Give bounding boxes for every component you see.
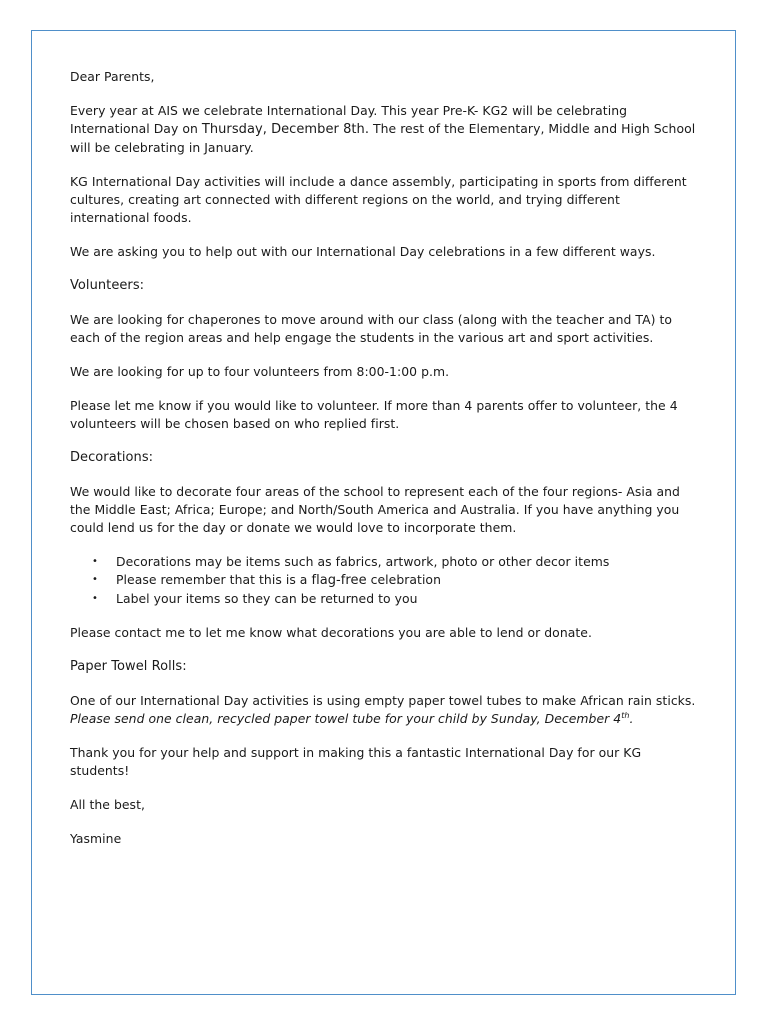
paper-towel-request-text: Please send one clean, recycled paper towel tube for your child by Sunday, December 4	[70, 711, 622, 726]
paper-towel-request-end: .	[629, 711, 634, 726]
event-date: Thursday, December 8th.	[201, 122, 370, 137]
volunteers-heading: Volunteers:	[70, 278, 145, 293]
activities-paragraph: KG International Day activities will include a dance assembly, participating in sports from different cultures, creating art connected with different regions on the world, and trying different international foods.	[70, 174, 687, 225]
paper-towel-paragraph	[70, 692, 700, 728]
bullet-icon: •	[92, 593, 98, 604]
bullet-icon: •	[92, 574, 98, 585]
intro-text-end: The rest of the Elementary, Middle and High School will be celebrating in January.	[70, 121, 696, 155]
list-item	[92, 590, 700, 608]
volunteers-paragraph-1: We are looking for chaperones to move around with our class (along with the teacher and TA) to each of the region areas and help engage the students in the various art and sport activities.	[70, 312, 673, 345]
paper-towel-request	[70, 711, 634, 726]
list-item-text-end: celebration	[366, 572, 441, 587]
paper-towel-heading: Paper Towel Rolls:	[70, 659, 187, 674]
closing: All the best,	[70, 797, 145, 812]
decorations-heading: Decorations:	[70, 450, 154, 465]
list-item-text-start: Please remember that this is a	[116, 572, 312, 587]
flag-free-text: flag-free	[311, 573, 367, 588]
decorations-list	[70, 553, 700, 608]
ask-paragraph: We are asking you to help out with our International Day celebrations in a few different ways.	[70, 244, 656, 259]
salutation: Dear Parents,	[70, 69, 155, 84]
letter-body	[70, 68, 700, 864]
list-item-text: Decorations may be items such as fabrics, artwork, photo or other decor items	[116, 554, 610, 569]
intro-text-start: Every year at AIS we celebrate International Day. This year Pre-K- KG2 will be celebrating International Day on	[70, 103, 628, 136]
bullet-icon: •	[92, 556, 98, 567]
paper-towel-text: One of our International Day activities is using empty paper towel tubes to make African rain sticks.	[70, 693, 696, 708]
signature: Yasmine	[70, 831, 122, 846]
volunteers-paragraph-2: We are looking for up to four volunteers from 8:00-1:00 p.m.	[70, 364, 450, 379]
intro-paragraph	[70, 102, 700, 157]
list-item-text: Label your items so they can be returned to you	[116, 591, 418, 606]
list-item	[92, 571, 700, 590]
list-item	[92, 553, 700, 571]
decorations-contact: Please contact me to let me know what decorations you are able to lend or donate.	[70, 625, 592, 640]
volunteers-paragraph-3: Please let me know if you would like to volunteer. If more than 4 parents offer to volunteer, the 4 volunteers will be chosen based on who replied first.	[70, 398, 678, 431]
decorations-paragraph: We would like to decorate four areas of the school to represent each of the four regions- Asia and the Middle East; Africa; Europe; and North/South America and Australia. If you have anything you could lend us for the day or donate we would love to incorporate them.	[70, 484, 680, 535]
ordinal-suffix: th	[621, 710, 630, 720]
thanks-paragraph: Thank you for your help and support in making this a fantastic International Day for our KG students!	[70, 745, 642, 778]
